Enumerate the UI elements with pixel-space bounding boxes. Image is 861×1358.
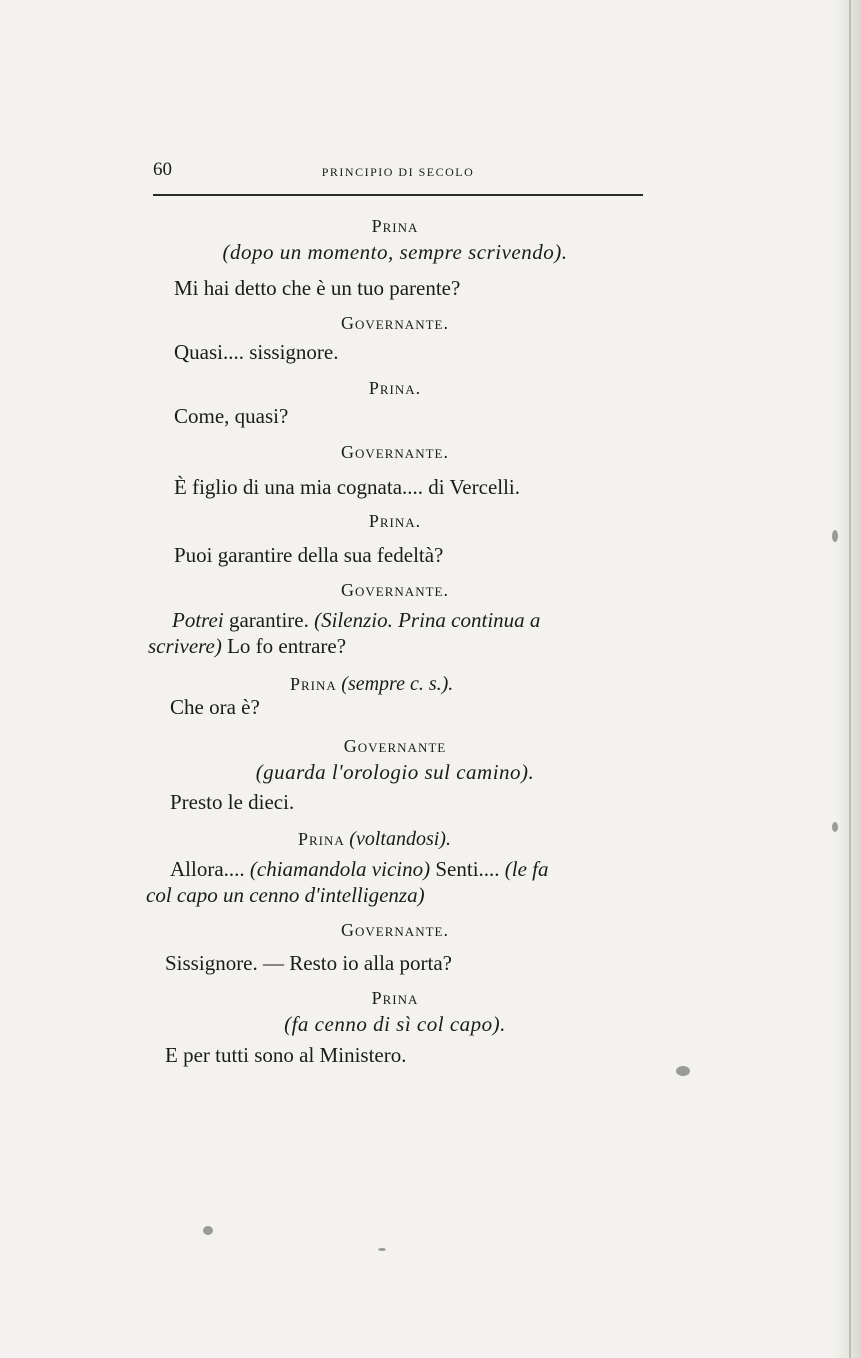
speaker-line	[290, 673, 453, 696]
speaker-name: Governante.	[341, 920, 449, 940]
ink-speck	[203, 1226, 213, 1235]
ink-speck	[676, 1066, 690, 1076]
ink-speck	[378, 1248, 386, 1251]
dialogue-line	[146, 883, 425, 908]
running-title: PRINCIPIO DI SECOLO	[321, 165, 475, 179]
page-header	[153, 157, 643, 197]
stage-direction: (dopo un momento, sempre scrivendo).	[222, 240, 568, 264]
stage-direction: col capo un cenno d'intelligenza)	[146, 883, 425, 907]
stage-direction: (chiamandola vicino)	[249, 857, 431, 881]
speaker-name: Prina	[298, 829, 345, 849]
stage-direction: scrivere)	[148, 634, 222, 658]
page-edge	[835, 0, 861, 1358]
header-rule	[153, 194, 643, 196]
speaker-name: Prina	[290, 674, 337, 694]
dialogue-line	[170, 857, 549, 882]
ink-speck	[832, 822, 838, 832]
dialogue-text: Lo fo entrare?	[221, 634, 347, 658]
stage-direction: (guarda l'orologio sul camino).	[255, 760, 535, 784]
dialogue-line: Presto le dieci.	[170, 790, 295, 814]
page-number: 60	[153, 159, 172, 180]
dialogue-line: Puoi garantire della sua fedeltà?	[174, 543, 444, 567]
dialogue-line	[172, 608, 540, 633]
dialogue-line	[148, 634, 346, 659]
speaker-name: Prina.	[368, 511, 422, 531]
speaker-name: Governante	[343, 736, 447, 756]
dialogue-line: Che ora è?	[170, 695, 260, 719]
speaker-name: Governante.	[341, 313, 449, 333]
speaker-name: Governante.	[341, 580, 449, 600]
speaker-name: Governante.	[341, 442, 449, 462]
stage-direction: (voltandosi).	[349, 828, 451, 850]
speaker-line	[298, 828, 451, 851]
speaker-name: Prina.	[368, 378, 422, 398]
stage-direction: Potrei	[172, 608, 224, 632]
dialogue-line: Come, quasi?	[174, 404, 289, 428]
dialogue-line: Quasi.... sissignore.	[174, 340, 339, 364]
stage-direction: (le fa	[504, 857, 549, 881]
stage-direction: (Silenzio. Prina continua a	[314, 608, 541, 632]
speaker-name: Prina	[371, 988, 419, 1008]
dialogue-line: Mi hai detto che è un tuo parente?	[174, 276, 461, 300]
dialogue-text: Senti....	[430, 857, 505, 881]
stage-direction: (sempre c. s.).	[341, 673, 454, 695]
stage-direction: (fa cenno di sì col capo).	[284, 1012, 506, 1036]
ink-speck	[832, 530, 838, 542]
speaker-name: Prina	[371, 216, 419, 236]
dialogue-text: Allora....	[170, 857, 250, 881]
dialogue-line: Sissignore. — Resto io alla porta?	[165, 951, 452, 975]
dialogue-line: E per tutti sono al Ministero.	[165, 1043, 407, 1067]
dialogue-line: È figlio di una mia cognata.... di Vercelli.	[174, 475, 521, 499]
dialogue-text: garantire.	[223, 608, 315, 632]
